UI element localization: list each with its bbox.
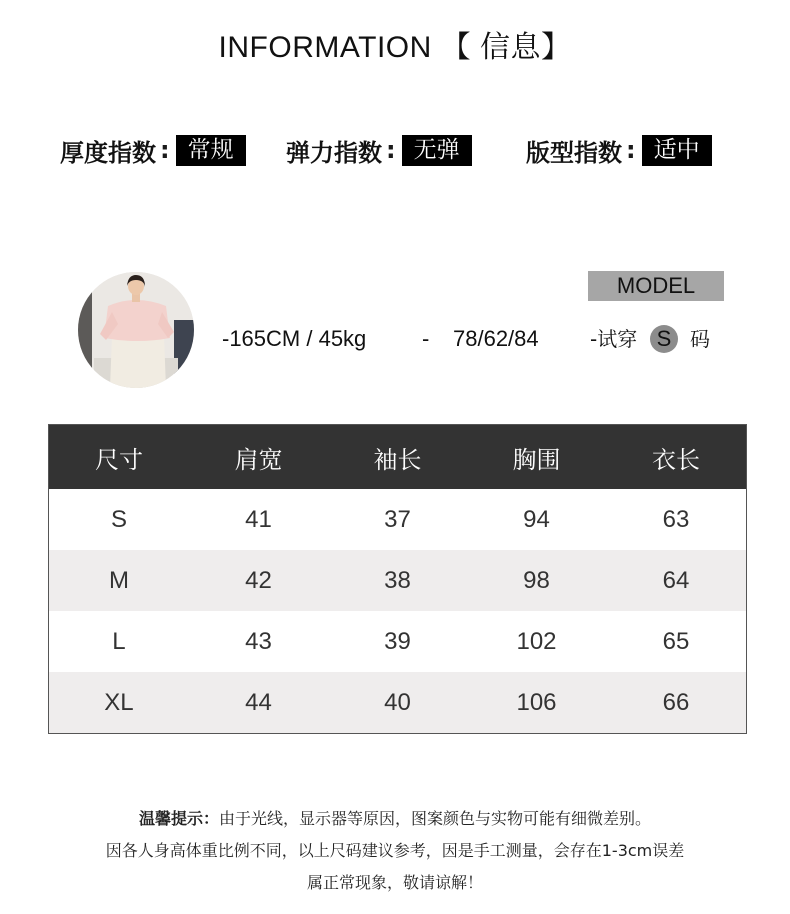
- header-length: 衣长: [606, 425, 746, 490]
- table-cell: 98: [467, 550, 606, 611]
- size-chart-table: [48, 424, 747, 734]
- header-sleeve: 袖长: [328, 425, 467, 490]
- header-size: 尺寸: [49, 425, 189, 490]
- table-cell: 42: [189, 550, 328, 611]
- elasticity-index: [286, 133, 472, 168]
- model-height-weight: -165CM / 45kg: [222, 326, 367, 351]
- model-measurements: 78/62/84: [453, 326, 539, 351]
- try-on-label: -试穿: [590, 327, 638, 351]
- fit-value: 适中: [642, 135, 712, 166]
- table-cell: S: [49, 489, 189, 550]
- elasticity-label: 弹力指数: [286, 138, 382, 167]
- elasticity-value: 无弹: [402, 135, 472, 166]
- table-cell: 39: [328, 611, 467, 672]
- model-photo: [78, 272, 194, 388]
- model-badge: MODEL: [588, 271, 724, 301]
- table-row: [49, 611, 747, 672]
- thickness-label: 厚度指数: [60, 138, 156, 167]
- separator-dash: -: [422, 326, 430, 351]
- table-cell: 40: [328, 672, 467, 734]
- table-cell: 64: [606, 550, 746, 611]
- model-avatar: [78, 272, 194, 388]
- table-cell: XL: [49, 672, 189, 734]
- table-cell: 66: [606, 672, 746, 734]
- table-cell: 44: [189, 672, 328, 734]
- header-shoulder: 肩宽: [189, 425, 328, 490]
- page-title: INFORMATION 【 信息】: [218, 31, 572, 64]
- table-cell: 43: [189, 611, 328, 672]
- thickness-index: [60, 133, 246, 168]
- table-header-row: [49, 425, 747, 490]
- table-cell: 37: [328, 489, 467, 550]
- header-chest: 胸围: [467, 425, 606, 490]
- table-cell: 63: [606, 489, 746, 550]
- fabric-indices: [60, 133, 740, 167]
- notice-line-2: 因各人身高体重比例不同，以上尺码建议参考，因是手工测量，会存在1-3cm误差: [105, 841, 685, 860]
- table-row: [49, 672, 747, 734]
- notice-label: 温馨提示：: [138, 809, 219, 828]
- notice-line-1: [0, 803, 790, 835]
- table-row: [49, 489, 747, 550]
- table-row: [49, 550, 747, 611]
- table-cell: M: [49, 550, 189, 611]
- table-cell: 65: [606, 611, 746, 672]
- table-cell: 94: [467, 489, 606, 550]
- table-cell: 106: [467, 672, 606, 734]
- fit-label: 版型指数: [526, 138, 622, 167]
- table-cell: L: [49, 611, 189, 672]
- colon: :: [386, 136, 396, 164]
- thickness-value: 常规: [176, 135, 246, 166]
- notice-text-1: 由于光线，显示器等原因，图案颜色与实物可能有细微差别。: [219, 809, 652, 828]
- table-cell: 102: [467, 611, 606, 672]
- notice-line-3: 属正常现象，敬请谅解！: [306, 873, 483, 892]
- fit-index: [526, 133, 712, 168]
- size-unit-label: 码: [690, 327, 710, 351]
- table-cell: 38: [328, 550, 467, 611]
- notice-text: [0, 803, 790, 899]
- colon: :: [626, 136, 636, 164]
- colon: :: [160, 136, 170, 164]
- table-cell: 41: [189, 489, 328, 550]
- try-on-size-badge: S: [650, 325, 678, 353]
